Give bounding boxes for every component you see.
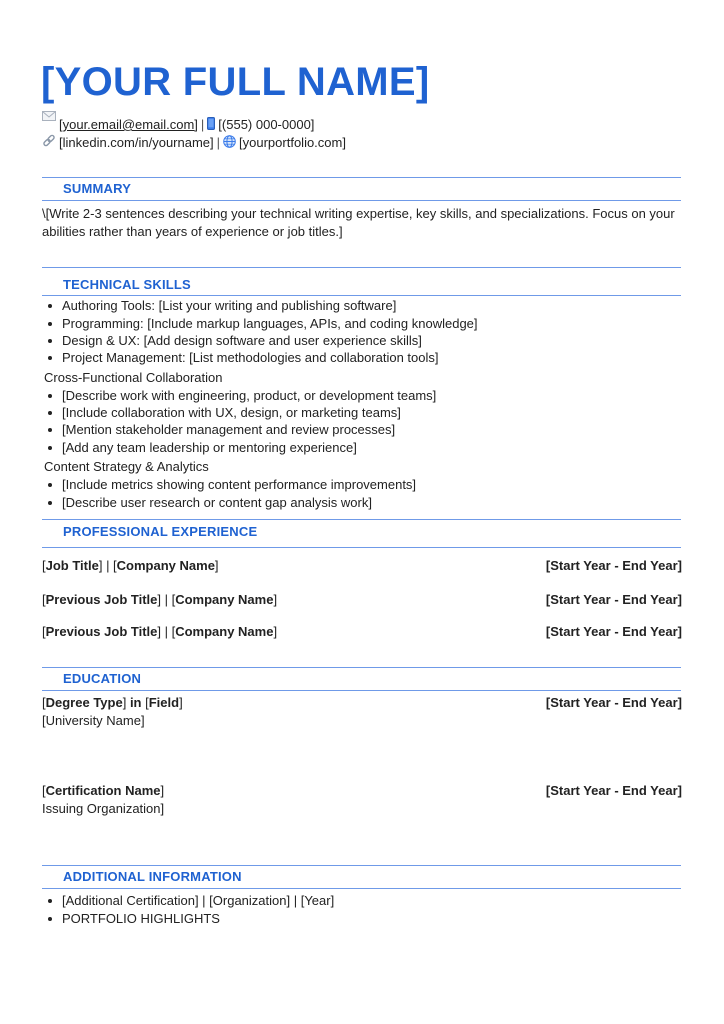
bullet xyxy=(48,483,52,487)
degree-type: Degree Type xyxy=(45,695,123,710)
skill-item: [Include collaboration with UX, design, or marketing teams] xyxy=(48,404,401,422)
certification-name: Certification Name xyxy=(45,783,161,798)
additional-item: PORTFOLIO HIGHLIGHTS xyxy=(48,910,220,928)
skill-item: Design & UX: [Add design software and user experience skills] xyxy=(48,332,422,350)
section-divider xyxy=(42,267,681,268)
full-name-heading: [YOUR FULL NAME] xyxy=(41,60,430,104)
degree-field: Field xyxy=(148,695,180,710)
bullet xyxy=(48,356,52,360)
additional-info-heading: ADDITIONAL INFORMATION xyxy=(63,869,242,884)
experience-heading: PROFESSIONAL EXPERIENCE xyxy=(63,524,258,539)
skill-item: [Describe user research or content gap analysis work] xyxy=(48,494,372,512)
bullet xyxy=(48,394,52,398)
job-dates: [Start Year - End Year] xyxy=(545,558,682,573)
section-divider xyxy=(42,177,681,178)
issuing-organization: Issuing Organization] xyxy=(42,801,165,816)
skill-item: [Add any team leadership or mentoring experience] xyxy=(48,439,357,457)
skill-item: Programming: [Include markup languages, APIs, and coding knowledge] xyxy=(48,315,478,333)
link-icon xyxy=(42,134,56,153)
separator: | xyxy=(200,117,205,132)
university-name: [University Name] xyxy=(42,713,145,728)
summary-text: \[Write 2-3 sentences describing your technical writing expertise, key skills, and specializations. Focus on your abilities rather than years of experience or job titles.] xyxy=(42,206,675,239)
portfolio-link[interactable]: [yourportfolio.com] xyxy=(239,135,346,150)
job-title: Previous Job Title xyxy=(45,624,158,639)
bullet xyxy=(48,322,52,326)
skill-item: Authoring Tools: [List your writing and publishing software] xyxy=(48,297,396,315)
bullet xyxy=(48,446,52,450)
skill-group-heading: Content Strategy & Analytics xyxy=(44,459,209,474)
skill-item: [Include metrics showing content performance improvements] xyxy=(48,476,416,494)
separator: | xyxy=(216,135,221,150)
job-dates: [Start Year - End Year] xyxy=(545,624,682,639)
contact-icon-row xyxy=(42,107,59,126)
bullet xyxy=(48,917,52,921)
skill-item: [Describe work with engineering, product, or development teams] xyxy=(48,387,436,405)
bullet xyxy=(48,899,52,903)
linkedin-link[interactable]: [linkedin.com/in/yourname] xyxy=(59,135,214,150)
technical-skills-heading: TECHNICAL SKILLS xyxy=(63,277,191,292)
section-divider xyxy=(42,690,681,691)
job-title: Job Title xyxy=(45,558,99,573)
job-dates: [Start Year - End Year] xyxy=(545,592,682,607)
section-divider xyxy=(42,547,681,548)
envelope-icon xyxy=(42,108,56,126)
email-link[interactable]: [your.email@email.com] xyxy=(59,117,198,132)
company-name: Company Name xyxy=(175,624,274,639)
bullet xyxy=(48,501,52,505)
contact-line-1 xyxy=(59,116,314,135)
bullet xyxy=(48,411,52,415)
summary-heading: SUMMARY xyxy=(63,181,132,196)
company-name: Company Name xyxy=(116,558,215,573)
education-dates: [Start Year - End Year] xyxy=(545,695,682,710)
section-divider xyxy=(42,200,681,201)
skill-group-heading: Cross-Functional Collaboration xyxy=(44,370,223,385)
bullet xyxy=(48,339,52,343)
skill-item: [Mention stakeholder management and review processes] xyxy=(48,421,395,439)
additional-item: [Additional Certification] | [Organization] | [Year] xyxy=(48,892,334,910)
job-title: Previous Job Title xyxy=(45,592,158,607)
company-name: Company Name xyxy=(175,592,274,607)
contact-line-2 xyxy=(42,134,346,153)
education-heading: EDUCATION xyxy=(63,671,142,686)
phone-number: [(555) 000-0000] xyxy=(218,117,315,132)
section-divider xyxy=(42,865,681,866)
section-divider xyxy=(42,888,681,889)
skill-item: Project Management: [List methodologies and collaboration tools] xyxy=(48,349,439,367)
section-divider xyxy=(42,667,681,668)
certification-dates: [Start Year - End Year] xyxy=(545,783,682,798)
bullet xyxy=(48,428,52,432)
section-divider xyxy=(42,519,681,520)
mobile-phone-icon xyxy=(207,117,215,135)
bullet xyxy=(48,304,52,308)
section-divider xyxy=(42,295,681,296)
globe-icon xyxy=(223,135,236,153)
